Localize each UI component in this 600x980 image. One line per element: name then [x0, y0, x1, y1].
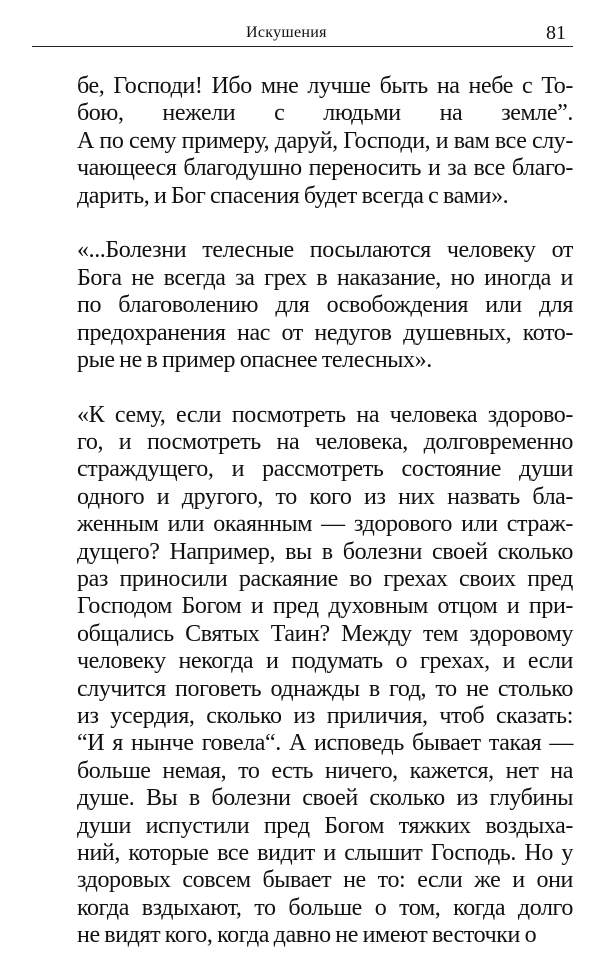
text-line: го, и посмотреть на человека, долговременно: [77, 429, 573, 456]
body-text: [77, 73, 573, 950]
paragraph: [77, 73, 573, 210]
page-number: 81: [546, 22, 566, 44]
text-line: человеку некогда и подумать о грехах, и если: [77, 648, 573, 675]
text-line: А по сему примеру, даруй, Господи, и вам все слу-: [77, 127, 573, 154]
text-line: раз приносили раскаяние во грехах своих пред: [77, 566, 573, 593]
text-line: когда вздыхают, то больше о том, когда долго: [77, 894, 573, 921]
text-line: страждущего, и рассмотреть состояние души: [77, 456, 573, 483]
text-line: здоровых совсем бывает не то: если же и они: [77, 867, 573, 894]
text-line: Господом Богом и пред духовным отцом и при-: [77, 593, 573, 620]
text-line: одного и другого, то кого из них назвать бла-: [77, 483, 573, 510]
text-line: женным или окаянным — здорового или страж-: [77, 511, 573, 538]
text-line: Бога не всегда за грех в наказание, но иногда и: [77, 264, 573, 291]
text-line: «...Болезни телесные посылаются человеку от: [77, 237, 573, 264]
chapter-title: Искушения: [246, 24, 327, 41]
text-line: предохранения нас от недугов душевных, кото-: [77, 319, 573, 346]
text-line: не видят кого, когда давно не имеют весточки о: [77, 922, 537, 949]
text-line: бе, Господи! Ибо мне лучше быть на небе с То-: [77, 73, 573, 99]
text-line: из усердия, сколько из приличия, чтоб сказать:: [77, 702, 573, 729]
header-rule: [32, 46, 573, 47]
text-line: «К сему, если посмотреть на человека здорово-: [77, 401, 573, 428]
paragraph-gap: [77, 210, 573, 237]
running-head: [0, 22, 600, 46]
text-line: ний, которые все видит и слышит Господь. Но у: [77, 839, 573, 866]
text-line: дарить, и Бог спасения будет всегда с вами».: [77, 182, 509, 209]
text-line: чающееся благодушно переносить и за все благо-: [77, 155, 573, 182]
text-line: души испустили пред Богом тяжких воздыха-: [77, 812, 573, 839]
text-line: дущего? Например, вы в болезни своей сколько: [77, 538, 573, 565]
text-line: больше немая, то есть ничего, кажется, нет на: [77, 757, 573, 784]
text-line: общались Святых Таин? Между тем здоровому: [77, 620, 573, 647]
text-line: рые не в пример опаснее телесных».: [77, 346, 432, 373]
text-line: душе. Вы в болезни своей сколько из глубины: [77, 785, 573, 812]
paragraph: [77, 237, 573, 374]
paragraph-gap: [77, 374, 573, 401]
text-line: случится поговеть однажды в год, то не столько: [77, 675, 573, 702]
text-line: “И я нынче говела“. А исповедь бывает такая —: [77, 730, 573, 757]
text-line: бою, нежели с людьми на земле”.: [77, 100, 573, 127]
paragraph: [77, 402, 573, 950]
text-line: по благоволению для освобождения или для: [77, 292, 573, 319]
